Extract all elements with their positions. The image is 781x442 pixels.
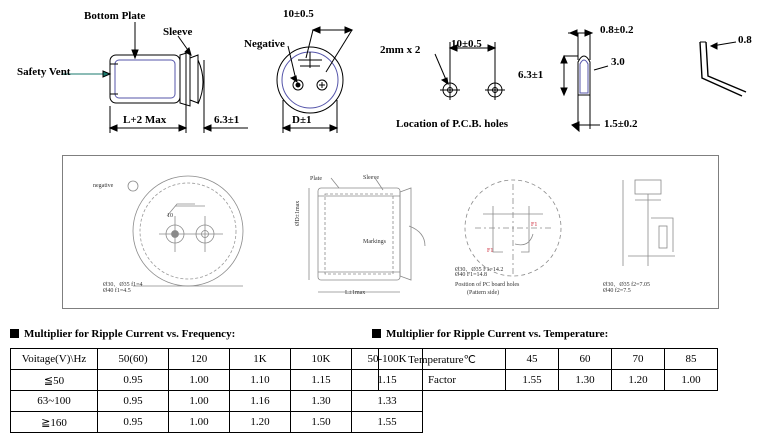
table-cell: 1.10 <box>230 370 291 391</box>
table-row <box>11 370 423 391</box>
table-cell: Factor <box>379 370 506 391</box>
mid-label-plate: Plate <box>310 176 322 182</box>
header-cell: Voitage(V)\Hz <box>11 349 98 370</box>
table-cell: 1.16 <box>230 391 291 412</box>
table-cell: 1.33 <box>352 391 423 412</box>
label-negative: Negative <box>244 38 285 50</box>
dim-3p0: 3.0 <box>611 56 625 68</box>
bullet-square-icon <box>10 329 19 338</box>
header-cell: 60 <box>559 349 612 370</box>
label-bottom-plate: Bottom Plate <box>84 10 146 22</box>
mid-label-pattern: (Pattern side) <box>467 290 500 296</box>
table-cell: 0.95 <box>98 391 169 412</box>
header-cell: 1K <box>230 349 291 370</box>
mid-label-markings: Markings <box>363 239 386 245</box>
dim-10-plusminus-0p5-b: 10±0.5 <box>451 38 482 50</box>
table-cell: ≦50 <box>11 370 98 391</box>
table-freq-title-row <box>10 328 235 340</box>
dim-6p3-plusminus-1-vert: 6.3±1 <box>518 69 544 81</box>
header-cell: 120 <box>169 349 230 370</box>
dim-0p8: 0.8 <box>738 34 752 46</box>
table-cell: 1.30 <box>559 370 612 391</box>
mid-label-dim10: 10 <box>167 213 173 219</box>
table-header-row <box>379 349 718 370</box>
table-cell: 0.95 <box>98 370 169 391</box>
top-diagram-drawing <box>0 0 781 150</box>
dim-6p3-plusminus-1: 6.3±1 <box>214 114 240 126</box>
dim-l-plus-2-max: L+2 Max <box>123 114 167 126</box>
label-safety-vent: Safety Vent <box>17 66 71 78</box>
dim-0p8-plusminus-0p2: 0.8±0.2 <box>600 24 634 36</box>
table-header-row <box>11 349 423 370</box>
header-cell: 50-100K <box>352 349 423 370</box>
table-cell: 1.00 <box>169 412 230 433</box>
dim-d-plusminus-1: D±1 <box>292 114 312 126</box>
mid-note-f1-b: Ø40 F1=14.8 <box>455 272 488 278</box>
dim-1p5-plusminus-0p2: 1.5±0.2 <box>604 118 638 130</box>
table-cell: 1.15 <box>352 370 423 391</box>
dim-10-plusminus-0p5-a: 10±0.5 <box>283 8 314 20</box>
bullet-square-icon <box>372 329 381 338</box>
mid-label-diameter: ØD±1max <box>295 200 301 226</box>
header-cell: Temperature℃ <box>379 349 506 370</box>
header-cell: 10K <box>291 349 352 370</box>
table-row <box>11 391 423 412</box>
mid-note-f2-a: Ø30、Ø35 f2=7.05 <box>603 282 651 288</box>
table-cell: 1.50 <box>291 412 352 433</box>
mid-note-f1-a: Ø30、Ø35 F1=14.2 <box>455 267 504 273</box>
mid-note-f1-c: Ø30、Ø35 f1=4 <box>103 282 143 288</box>
mid-note-f1-d: Ø40 f1=4.5 <box>103 288 131 294</box>
secondary-drawing-box <box>62 155 719 309</box>
table-cell: 1.55 <box>506 370 559 391</box>
mid-label-sleeve: Sleeve <box>363 175 379 181</box>
label-pcb-holes: Location of P.C.B. holes <box>396 118 509 130</box>
table-freq-title: Multiplier for Ripple Current vs. Frequency: <box>24 328 236 340</box>
table-cell: 1.00 <box>169 370 230 391</box>
header-cell: 85 <box>665 349 718 370</box>
mid-note-f2-b: Ø40 f2=7.5 <box>603 288 631 294</box>
table-row <box>11 412 423 433</box>
header-cell: 50(60) <box>98 349 169 370</box>
table-ripple-temperature <box>378 348 718 391</box>
header-cell: 45 <box>506 349 559 370</box>
table-temp-title: Multiplier for Ripple Current vs. Temperature: <box>386 328 609 340</box>
table-temp-title-row <box>372 328 608 340</box>
table-ripple-frequency <box>10 348 423 433</box>
table-cell: 1.15 <box>291 370 352 391</box>
table-cell: 1.20 <box>612 370 665 391</box>
mid-label-f1-right: F1 <box>487 248 494 254</box>
label-2mm-x-2: 2mm x 2 <box>380 44 421 56</box>
table-row <box>379 370 718 391</box>
table-cell: 1.00 <box>169 391 230 412</box>
table-cell: 1.30 <box>291 391 352 412</box>
table-cell: 0.95 <box>98 412 169 433</box>
mid-label-position: Position of PC board holes <box>455 282 520 288</box>
mid-label-negative: negative <box>93 183 114 189</box>
table-cell: 1.00 <box>665 370 718 391</box>
label-sleeve: Sleeve <box>163 26 193 38</box>
mid-label-f1-left: F1 <box>531 222 538 228</box>
header-cell: 70 <box>612 349 665 370</box>
table-cell: 1.20 <box>230 412 291 433</box>
mid-label-lmax: L±1max <box>345 290 366 296</box>
table-cell: 1.55 <box>352 412 423 433</box>
table-cell: ≧160 <box>11 412 98 433</box>
table-cell: 63~100 <box>11 391 98 412</box>
